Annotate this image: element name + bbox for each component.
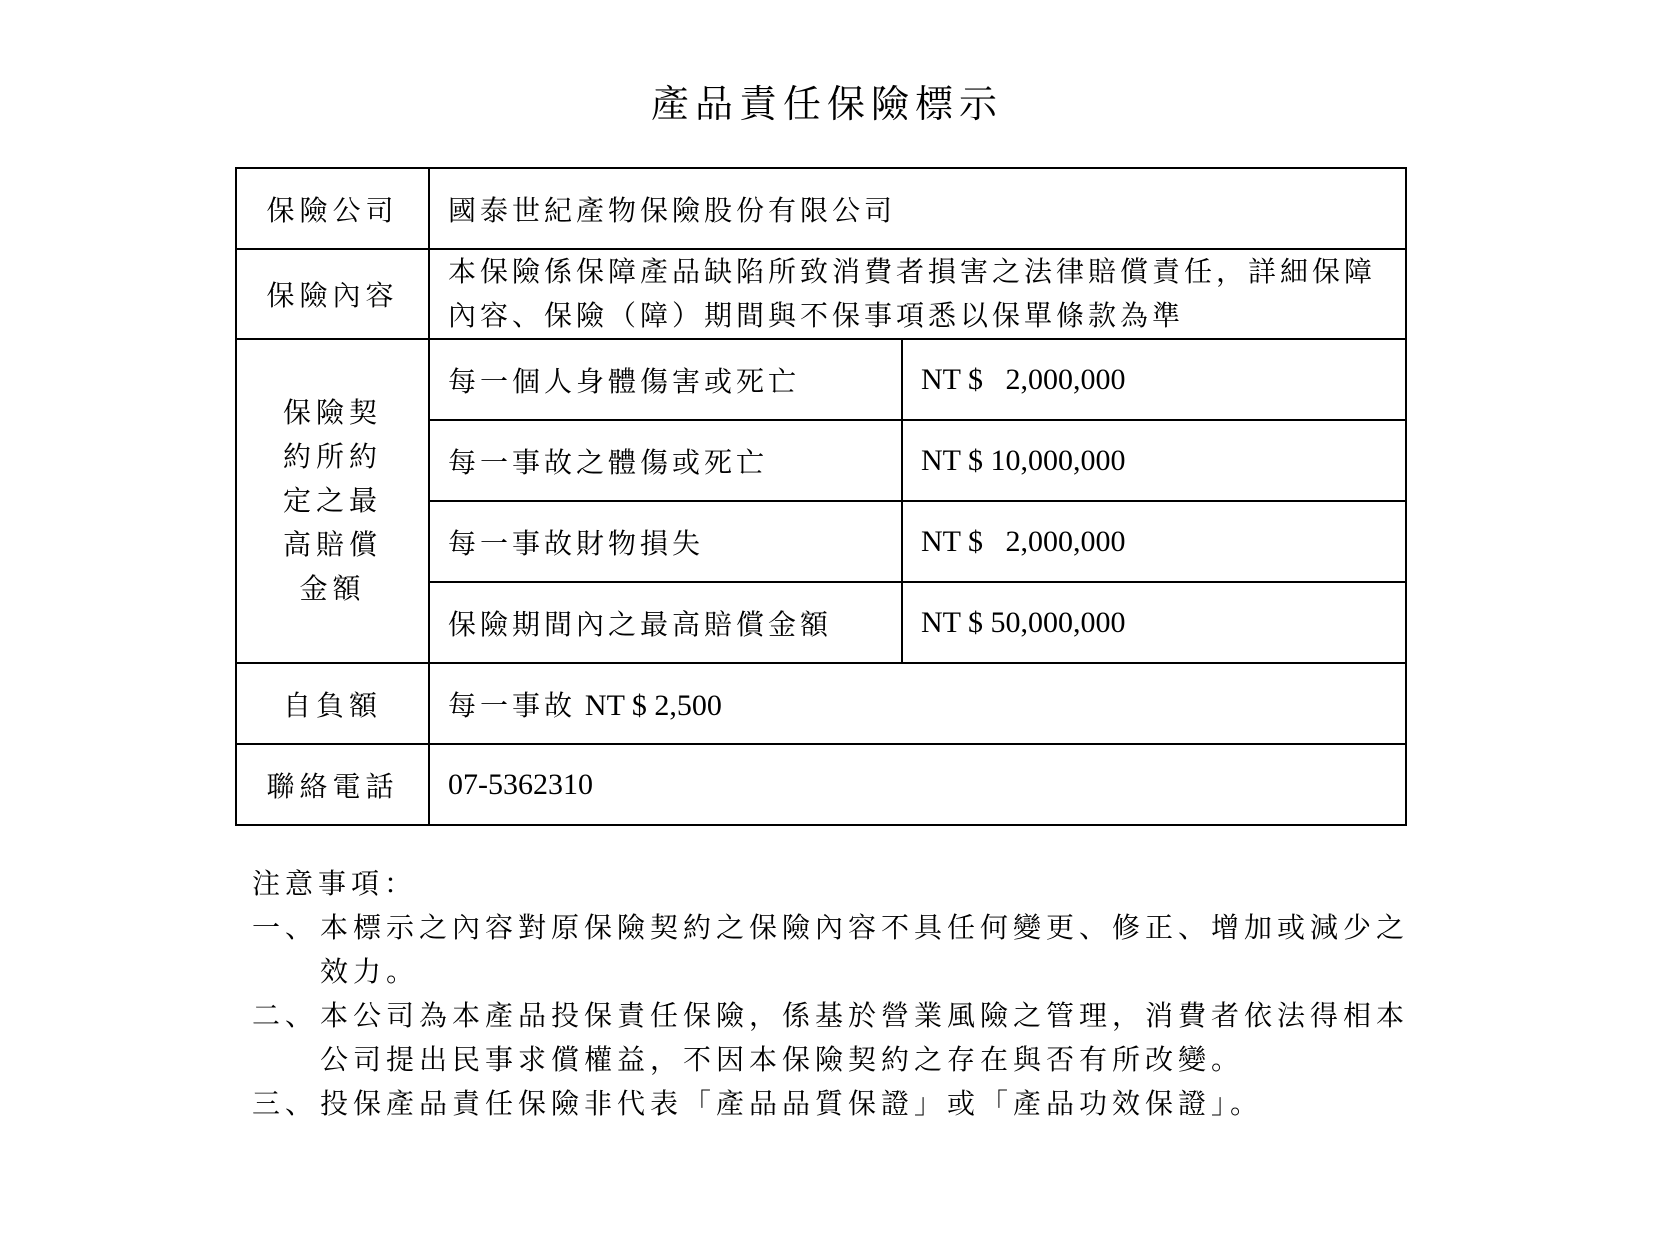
limit-amount-property-loss: NT $ 2,000,000 bbox=[902, 501, 1406, 582]
note-item bbox=[252, 994, 1422, 1082]
note-text: 本公司為本產品投保責任保險，係基於營業風險之管理，消費者依法得相本公司提出民事求償權益，不因本保險契約之存在與否有所改變。 bbox=[320, 999, 1410, 1076]
table-row bbox=[236, 663, 1406, 744]
table-row bbox=[236, 339, 1406, 420]
company-label: 保險公司 bbox=[236, 168, 429, 249]
limit-item-per-person: 每一個人身體傷害或死亡 bbox=[429, 339, 902, 420]
deductible-amount: NT $ 2,500 bbox=[584, 688, 722, 722]
limits-label-text: 保險契約所約定之最高賠償金額 bbox=[282, 396, 382, 605]
note-number: 一、 bbox=[252, 911, 319, 944]
note-number: 三、 bbox=[252, 1087, 319, 1120]
table-row bbox=[236, 168, 1406, 249]
deductible-prefix: 每一事故 bbox=[448, 688, 577, 722]
note-item bbox=[252, 1082, 1422, 1126]
limits-label bbox=[236, 339, 429, 663]
limit-amount-aggregate: NT $ 50,000,000 bbox=[902, 582, 1406, 663]
note-item bbox=[252, 906, 1422, 994]
table-row bbox=[236, 249, 1406, 339]
company-value: 國泰世紀產物保險股份有限公司 bbox=[429, 168, 1406, 249]
limit-item-aggregate: 保險期間內之最高賠償金額 bbox=[429, 582, 902, 663]
notes-heading: 注意事項： bbox=[252, 867, 418, 900]
note-number: 二、 bbox=[252, 999, 319, 1032]
note-text: 投保產品責任保險非代表「產品品質保證」或「產品功效保證」。 bbox=[320, 1087, 1264, 1120]
limit-item-per-accident-injury: 每一事故之體傷或死亡 bbox=[429, 420, 902, 501]
content-value: 本保險係保障產品缺陷所致消費者損害之法律賠償責任，詳細保障內容、保險（障）期間與不保事項悉以保單條款為準 bbox=[429, 249, 1406, 339]
deductible-value bbox=[429, 663, 1406, 744]
insurance-info-table bbox=[235, 167, 1407, 826]
deductible-label: 自負額 bbox=[236, 663, 429, 744]
phone-value: 07-5362310 bbox=[429, 744, 1406, 825]
limit-item-property-loss: 每一事故財物損失 bbox=[429, 501, 902, 582]
limit-amount-per-person: NT $ 2,000,000 bbox=[902, 339, 1406, 420]
page-title: 產品責任保險標示 bbox=[650, 82, 1003, 126]
note-text: 本標示之內容對原保險契約之保險內容不具任何變更、修正、增加或減少之效力。 bbox=[320, 911, 1410, 988]
limit-amount-per-accident-injury: NT $ 10,000,000 bbox=[902, 420, 1406, 501]
content-label: 保險內容 bbox=[236, 249, 429, 339]
notes-section bbox=[252, 862, 1422, 1126]
phone-label: 聯絡電話 bbox=[236, 744, 429, 825]
table-row bbox=[236, 744, 1406, 825]
